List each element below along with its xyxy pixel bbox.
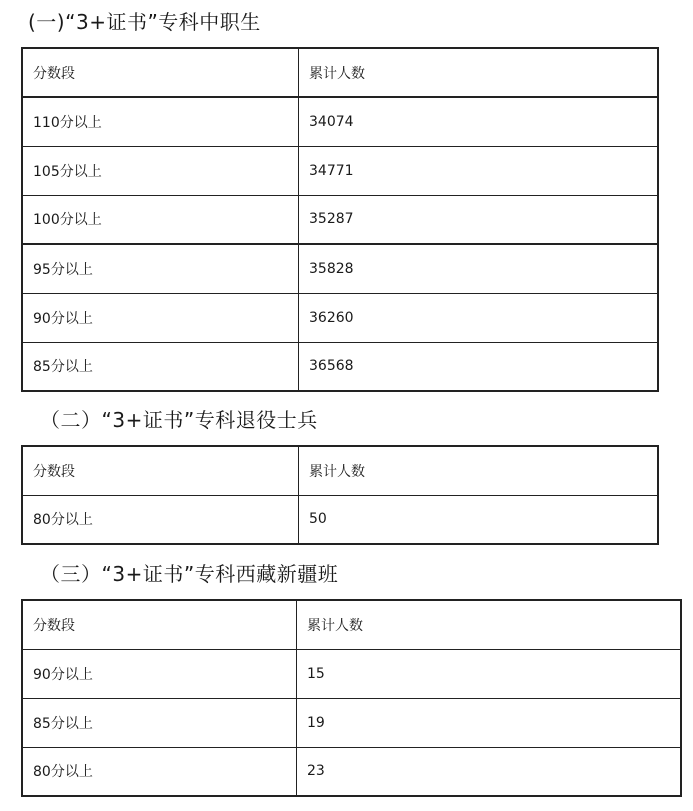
cell-score-range: 80分以上 (22, 495, 299, 544)
cell-cumulative-count: 15 (297, 649, 682, 698)
table-header-row (22, 48, 658, 97)
cell-score-range: 80分以上 (22, 747, 297, 796)
table-section-3 (21, 599, 682, 797)
cell-score-range: 100分以上 (22, 195, 299, 244)
header-score-range: 分数段 (22, 446, 299, 495)
table-row (22, 146, 658, 195)
cell-cumulative-count: 50 (299, 495, 659, 544)
table-section-2 (21, 445, 659, 545)
table-row (22, 698, 681, 747)
cell-cumulative-count: 34771 (299, 146, 659, 195)
table-row (22, 195, 658, 244)
cell-score-range: 110分以上 (22, 97, 299, 146)
cell-cumulative-count: 19 (297, 698, 682, 747)
table-row (22, 97, 658, 146)
table-row (22, 342, 658, 391)
table-header-row (22, 446, 658, 495)
header-cumulative-count: 累计人数 (299, 446, 659, 495)
cell-cumulative-count: 35828 (299, 244, 659, 293)
section-2-title: （二）“3+证书”专科退役士兵 (40, 408, 318, 432)
section-1-title: (一)“3+证书”专科中职生 (28, 10, 261, 34)
header-cumulative-count: 累计人数 (299, 48, 659, 97)
cell-cumulative-count: 35287 (299, 195, 659, 244)
cell-cumulative-count: 34074 (299, 97, 659, 146)
section-3-title: （三）“3+证书”专科西藏新疆班 (40, 562, 339, 586)
cell-score-range: 90分以上 (22, 293, 299, 342)
cell-score-range: 85分以上 (22, 342, 299, 391)
header-score-range: 分数段 (22, 48, 299, 97)
cell-cumulative-count: 36260 (299, 293, 659, 342)
cell-score-range: 90分以上 (22, 649, 297, 698)
header-score-range: 分数段 (22, 600, 297, 649)
header-cumulative-count: 累计人数 (297, 600, 682, 649)
table-row (22, 649, 681, 698)
cell-cumulative-count: 23 (297, 747, 682, 796)
table-header-row (22, 600, 681, 649)
table-row (22, 747, 681, 796)
table-row (22, 244, 658, 293)
cell-score-range: 85分以上 (22, 698, 297, 747)
cell-score-range: 95分以上 (22, 244, 299, 293)
cell-cumulative-count: 36568 (299, 342, 659, 391)
table-section-1 (21, 47, 659, 392)
table-row (22, 293, 658, 342)
table-row (22, 495, 658, 544)
cell-score-range: 105分以上 (22, 146, 299, 195)
